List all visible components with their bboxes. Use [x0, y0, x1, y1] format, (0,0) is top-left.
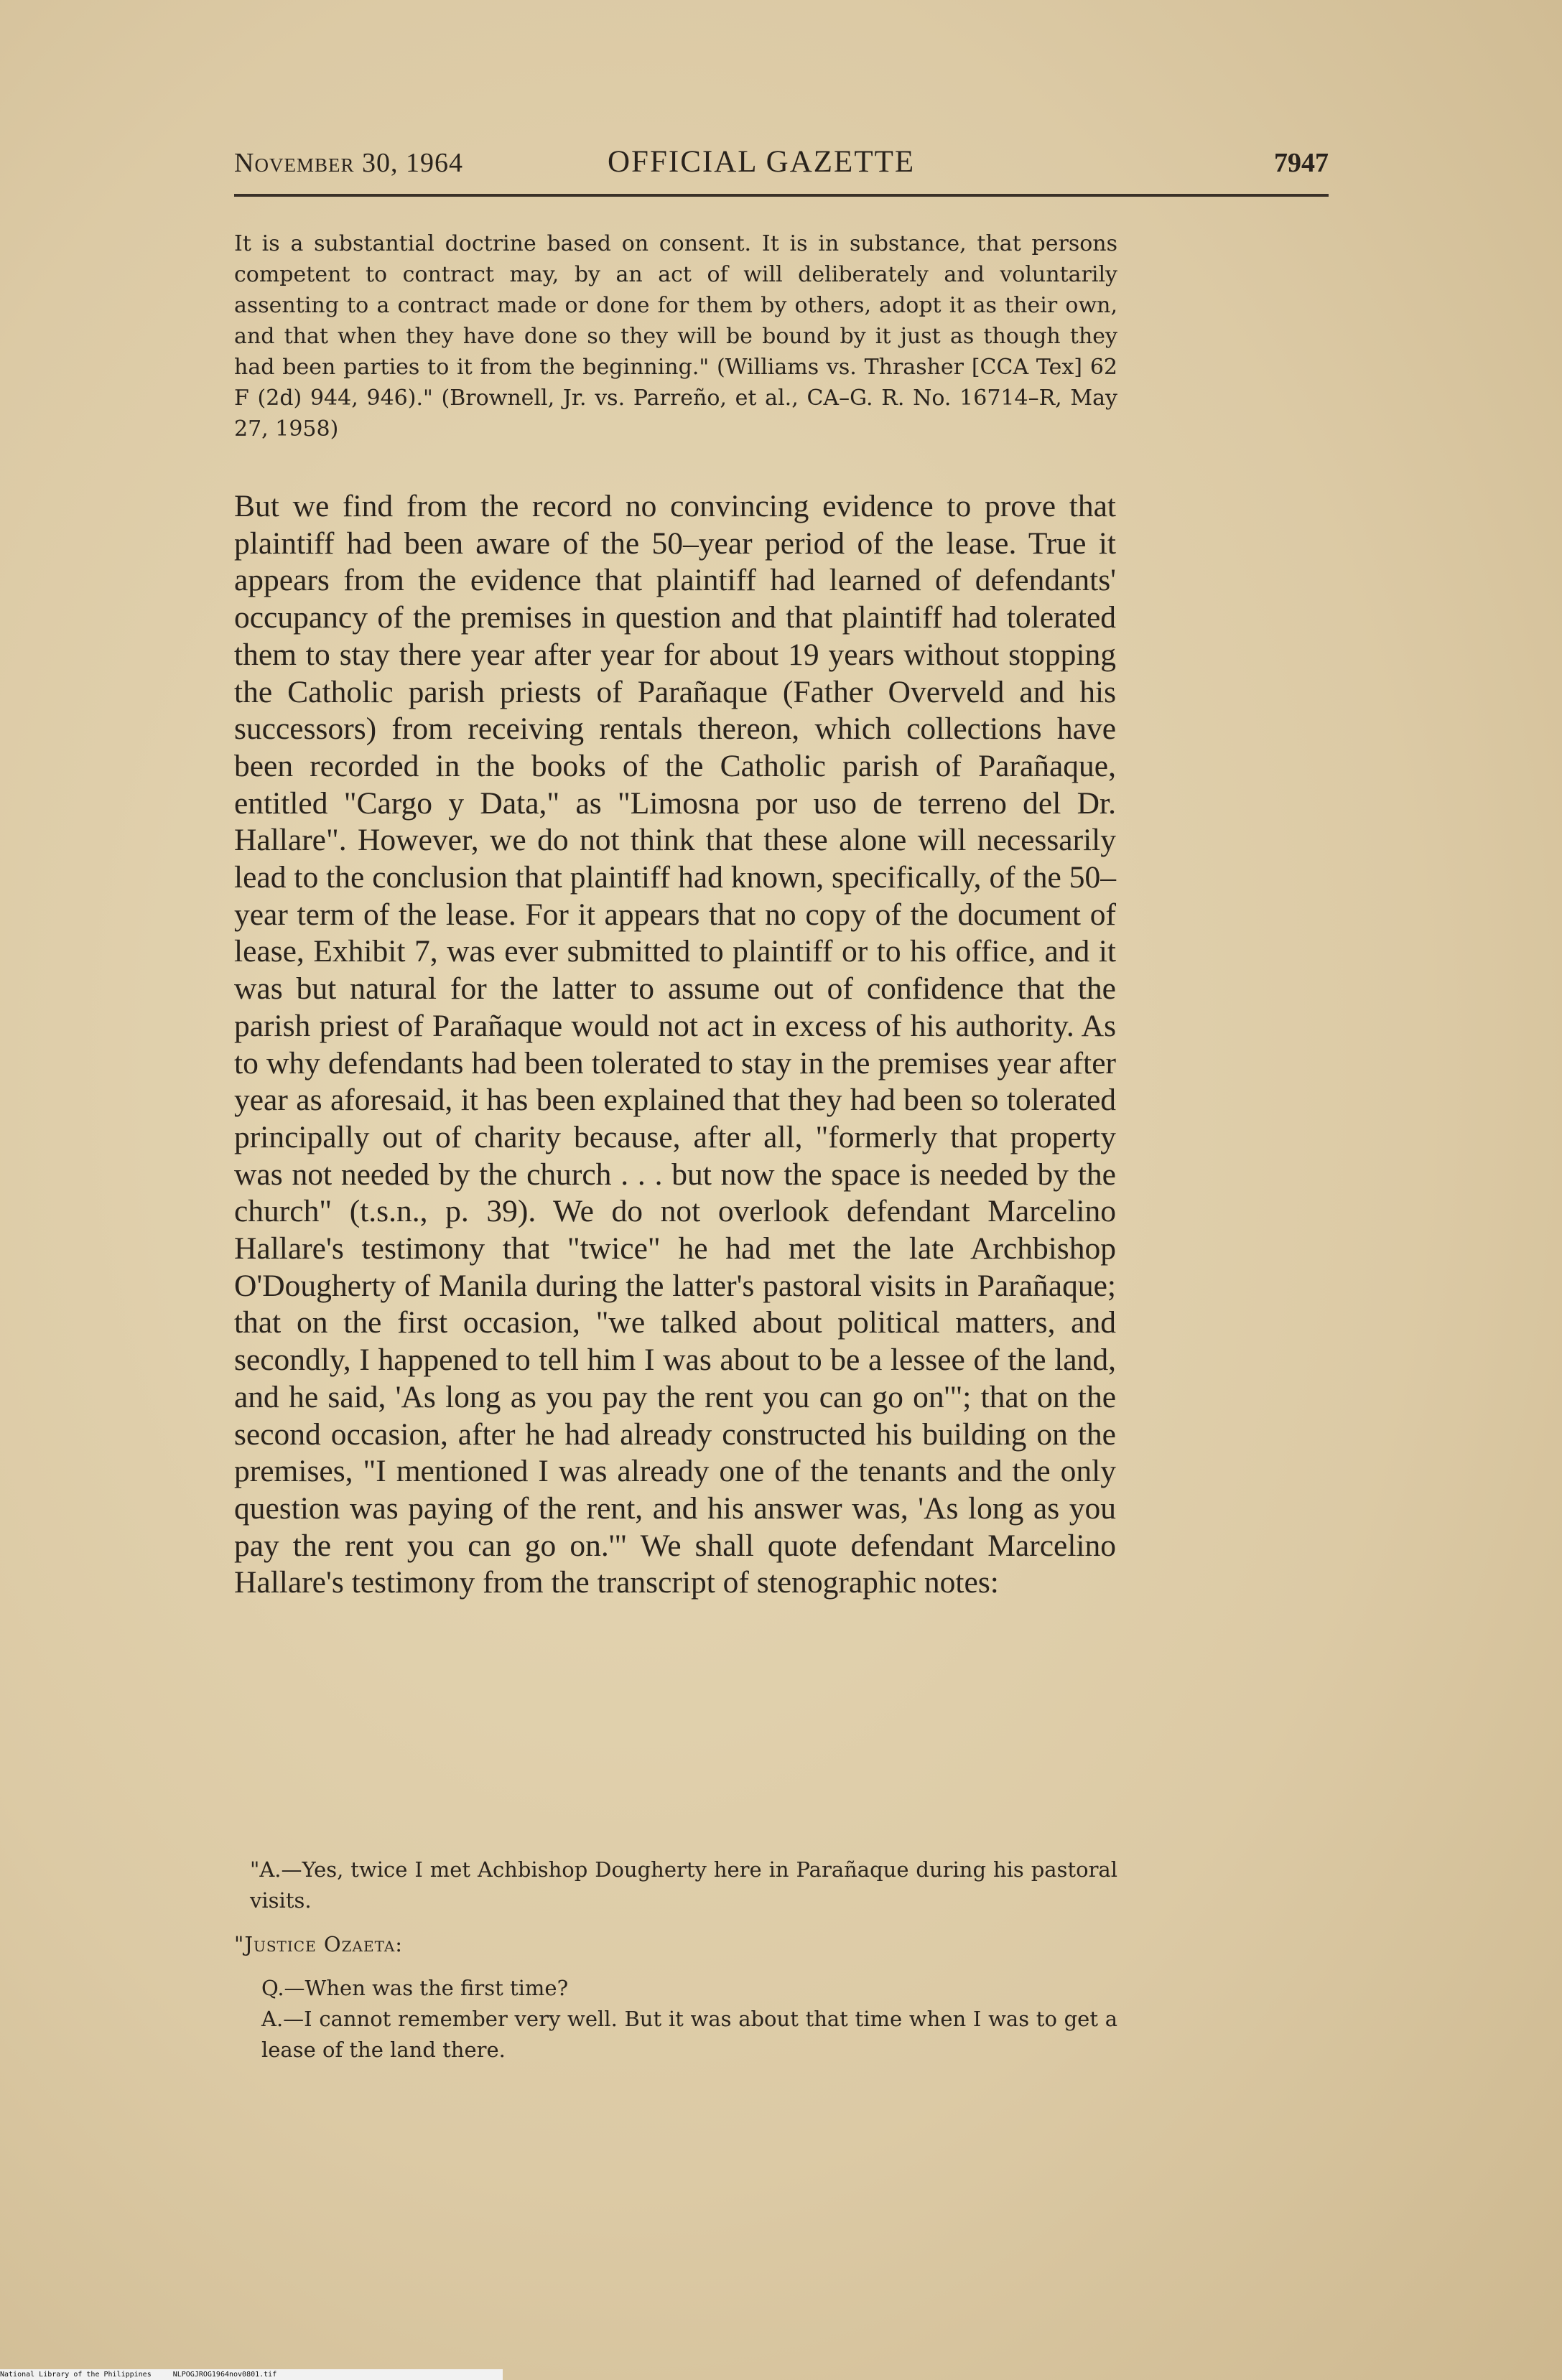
transcript-question: Q.—When was the first time? [261, 1976, 569, 2000]
transcript-answer-2: A.—I cannot remember very well. But it was about that time when I was to get a lease of the land there. [261, 2007, 1117, 2062]
header-date: November 30, 1964 [234, 148, 463, 178]
page-header [234, 147, 1329, 190]
publication-title: OFFICIAL GAZETTE [608, 145, 916, 179]
transcript-answer-1: "A.—Yes, twice I met Achbishop Dougherty here in Parañaque during his pastoral visits. [250, 1857, 1117, 1913]
transcript-speaker: "Justice Ozaeta: [234, 1932, 404, 1956]
footer-filename: NLPOGJROG1964nov0801.tif [172, 2371, 277, 2379]
page-number: 7947 [1274, 148, 1329, 178]
header-rule [234, 194, 1329, 197]
main-body [234, 488, 1116, 1602]
transcript-exchange [234, 1973, 1117, 2066]
quoted-doctrine [234, 228, 1117, 444]
transcript-excerpt [234, 1854, 1117, 2066]
quoted-doctrine-text: It is a substantial doctrine based on consent. It is in substance, that persons competent to contract may, by an act of will deliberately and voluntarily assenting to a contract made or done for them by others, adopt it as their own, and that when they have done so they will be bound by it just as though they had been parties to it from the beginning." (Williams vs. Thrasher [CCA Tex] 62 F (2d) 944, 946)." (Brownell, Jr. vs. Parreño, et al., CA–G. R. No. 16714–R, May 27, 1958) [234, 231, 1117, 442]
footer-library: National Library of the Philippines [0, 2371, 152, 2379]
body-paragraph: But we find from the record no convincing evidence to prove that plaintiff had been aware of the 50–year period of the lease. True it appears from the evidence that plaintiff had learned of defendants' occupancy of the premises in question and that plaintiff had tolerated them to stay there year after year for about 19 years without stopping the Catholic parish priests of Parañaque (Father Overveld and his successors) from receiving rentals thereon, which collections have been recorded in the books of the Catholic parish of Parañaque, entitled "Cargo y Data," as "Limosna por uso de terreno del Dr. Hallare". However, we do not think that these alone will necessarily lead to the conclusion that plaintiff had known, specifically, of the 50–year term of the lease. For it appears that no copy of the document of lease, Exhibit 7, was ever submitted to plaintiff or to his office, and it was but natural for the latter to assume out of confidence that the parish priest of Parañaque would not act in excess of his authority. As to why defendants had been tolerated to stay in the premises year after year as aforesaid, it has been explained that they had been so tolerated principally out of charity because, after all, "formerly that property was not needed by the church . . . but now the space is needed by the church" (t.s.n., p. 39). We do not overlook defendant Marcelino Hallare's testimony that "twice" he had met the late Archbishop O'Dougherty of Manila during the latter's pastoral visits in Parañaque; that on the first occasion, "we talked about political matters, and secondly, I happened to tell him I was about to be a lessee of the land, and he said, 'As long as you pay the rent you can go on'"; that on the second occasion, after he had already constructed his building on the premises, "I mentioned I was already one of the tenants and the only question was paying of the rent, and his answer was, 'As long as you pay the rent you can go on.'" We shall quote defendant Marcelino Hallare's testimony from the transcript of stenographic notes: [234, 489, 1116, 1600]
scan-footer [0, 2369, 503, 2380]
